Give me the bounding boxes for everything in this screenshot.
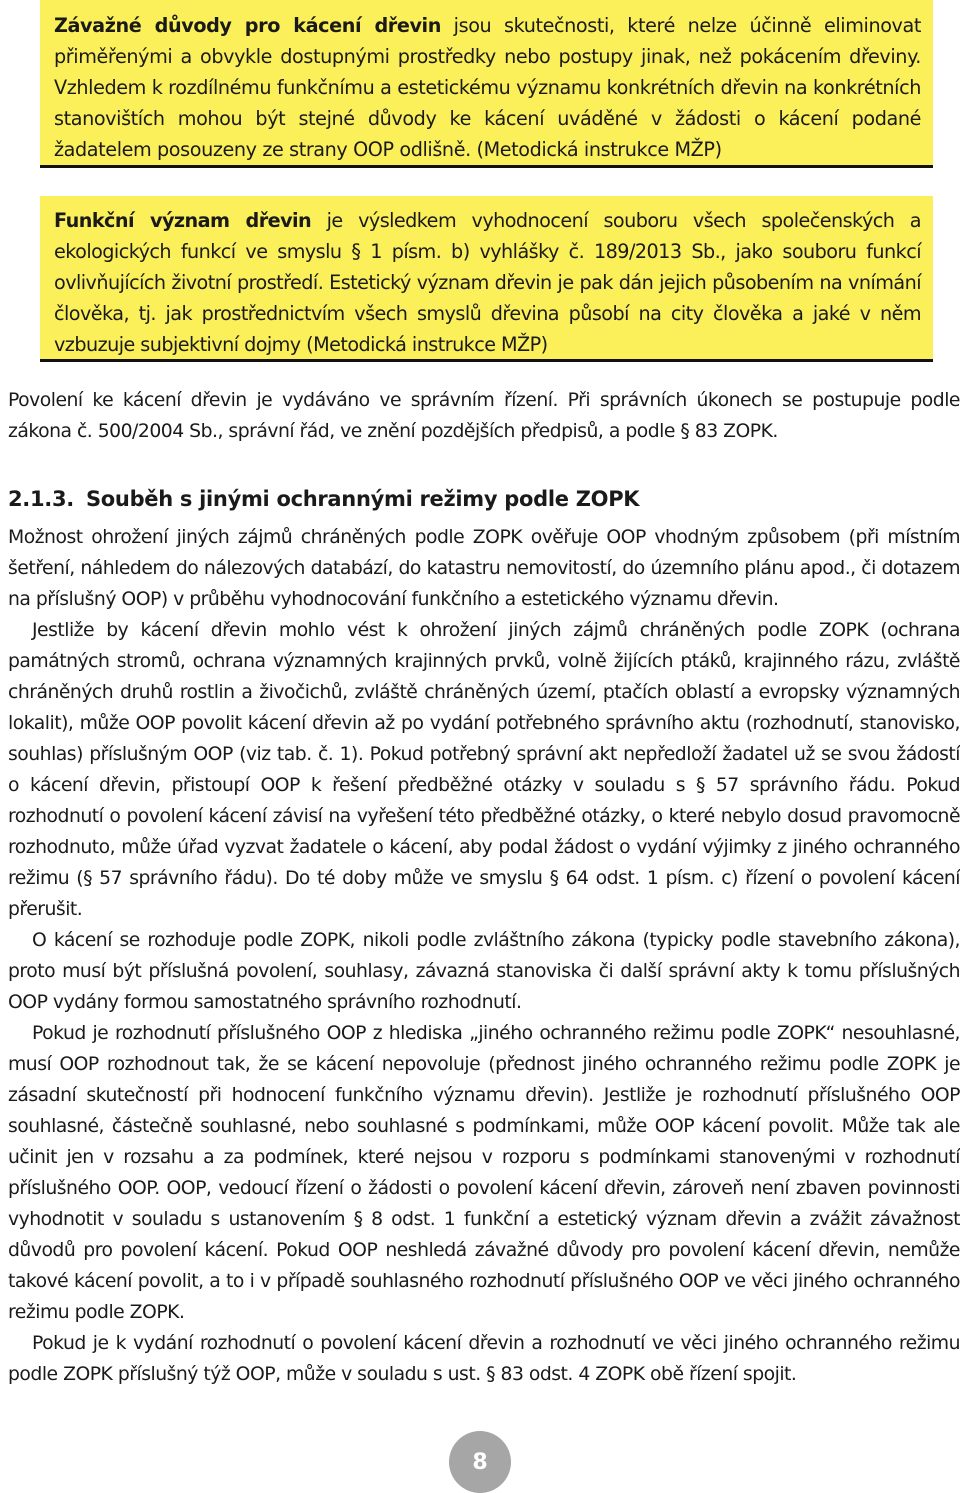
definition-text [54,205,921,360]
definition-box-functional-significance [40,196,933,362]
section-number: 2.1.3. [8,487,74,511]
paragraph: Pokud je rozhodnutí příslušného OOP z hlediska „jiného ochranného režimu podle ZOPK“ nesouhlasné, musí OOP rozhodnout tak, že se kácení nepovoluje (přednost jiného ochranného režimu podle ZOPK je zásadní skutečností při hodnocení funkčního významu dřevin). Jestliže je rozhodnutí příslušného OOP souhlasné, částečně souhlasné, nebo souhlasné s podmínkami, může OOP kácení povolit. Může tak ale učinit jen v rozsahu a za podmínek, které nejsou v rozporu s podmínkami stanovenými v rozhodnutí příslušného OOP. OOP, vedoucí řízení o žádosti o povolení kácení dřevin, zároveň není zbaven povinnosti vyhodnotit v souladu s ustanovením § 8 odst. 1 funkční a estetický význam dřevin a zvážit závažnost důvodů pro povolení kácení. Pokud OOP neshledá závažné důvody pro povolení kácení dřevin, nemůže takové kácení povolit, a to i v případě souhlasného rozhodnutí příslušného OOP ve věci jiného ochranného režimu podle ZOPK. [8,1023,960,1323]
definition-box-important-reasons [40,0,933,168]
definition-body: jsou skutečnosti, které nelze účinně eliminovat přiměřenými a obvykle dostupnými prostředky nebo postupy jinak, než pokácením dřeviny. Vzhledem k rozdílnému funkčnímu a estetickému významu konkrétních dřevin na konkrétních stanovištích mohou být stejné důvody ke kácení uváděné v žádosti o kácení podané žadatelem posouzeny ze strany OOP odlišně. (Metodická instrukce MŽP) [54,14,921,161]
section-body [8,522,960,1390]
page-number: 8 [472,1449,488,1475]
section-title: Souběh s jinými ochrannými režimy podle ZOPK [85,487,640,511]
intro-paragraph: Povolení ke kácení dřevin je vydáváno ve správním řízení. Při správních úkonech se postupuje podle zákona č. 500/2004 Sb., správní řád, ve znění pozdějších předpisů, a podle § 83 ZOPK. [8,390,960,442]
definition-body: je výsledkem vyhodnocení souboru všech společenských a ekologických funkcí ve smyslu § 1 písm. b) vyhlášky č. 189/2013 Sb., jako souboru funkcí ovlivňujících životní prostředí. Estetický význam dřevin je pak dán jejich působením na vnímání člověka, tj. jak prostřednictvím všech smyslů dřevina působí na city člověka a jaké v něm vzbuzuje subjektivní dojmy (Metodická instrukce MŽP) [54,209,922,356]
intro-text [8,385,960,447]
definition-term: Závažné důvody pro kácení dřevin [54,14,441,37]
section-heading [8,484,639,514]
paragraph: Pokud je k vydání rozhodnutí o povolení kácení dřevin a rozhodnutí ve věci jiného ochranného režimu podle ZOPK příslušný týž OOP, může v souladu s ust. § 83 odst. 4 ZOPK obě řízení spojit. [8,1333,960,1385]
paragraph: Možnost ohrožení jiných zájmů chráněných podle ZOPK ověřuje OOP vhodným způsobem (při místním šetření, náhledem do nálezových databází, do katastru nemovitostí, do územního plánu apod., či dotazem na příslušný OOP) v průběhu vyhodnocování funkčního a estetického významu dřevin. [8,527,960,610]
paragraph: O kácení se rozhoduje podle ZOPK, nikoli podle zvláštního zákona (typicky podle stavebního zákona), proto musí být příslušná povolení, souhlasy, závazná stanoviska či další správní akty k tomu příslušných OOP vydány formou samostatného správního rozhodnutí. [8,930,960,1013]
page-number-badge [449,1431,511,1493]
definition-text [54,10,921,165]
definition-term: Funkční význam dřevin [54,209,312,232]
paragraph: Jestliže by kácení dřevin mohlo vést k ohrožení jiných zájmů chráněných podle ZOPK (ochrana památných stromů, ochrana významných krajinných prvků, volně žijících ptáků, krajinného rázu, zvláště chráněných druhů rostlin a živočichů, zvláště chráněných území, ptačích oblastí a evropsky významných lokalit), může OOP povolit kácení dřevin až po vydání potřebného správního aktu (rozhodnutí, stanovisko, souhlas) příslušným OOP (viz tab. č. 1). Pokud potřebný správní akt nepředloží žadatel už se svou žádostí o kácení dřevin, přistoupí OOP k řešení předběžné otázky v souladu s § 57 správního řádu. Pokud rozhodnutí o povolení kácení závisí na vyřešení této předběžné otázky, o které nebylo dosud pravomocně rozhodnuto, může úřad vyzvat žadatele o kácení, aby podal žádost o vydání výjimky z jiného ochranného režimu (§ 57 správního řádu). Do té doby může ve smyslu § 64 odst. 1 písm. c) řízení o povolení kácení přerušit. [8,620,960,920]
